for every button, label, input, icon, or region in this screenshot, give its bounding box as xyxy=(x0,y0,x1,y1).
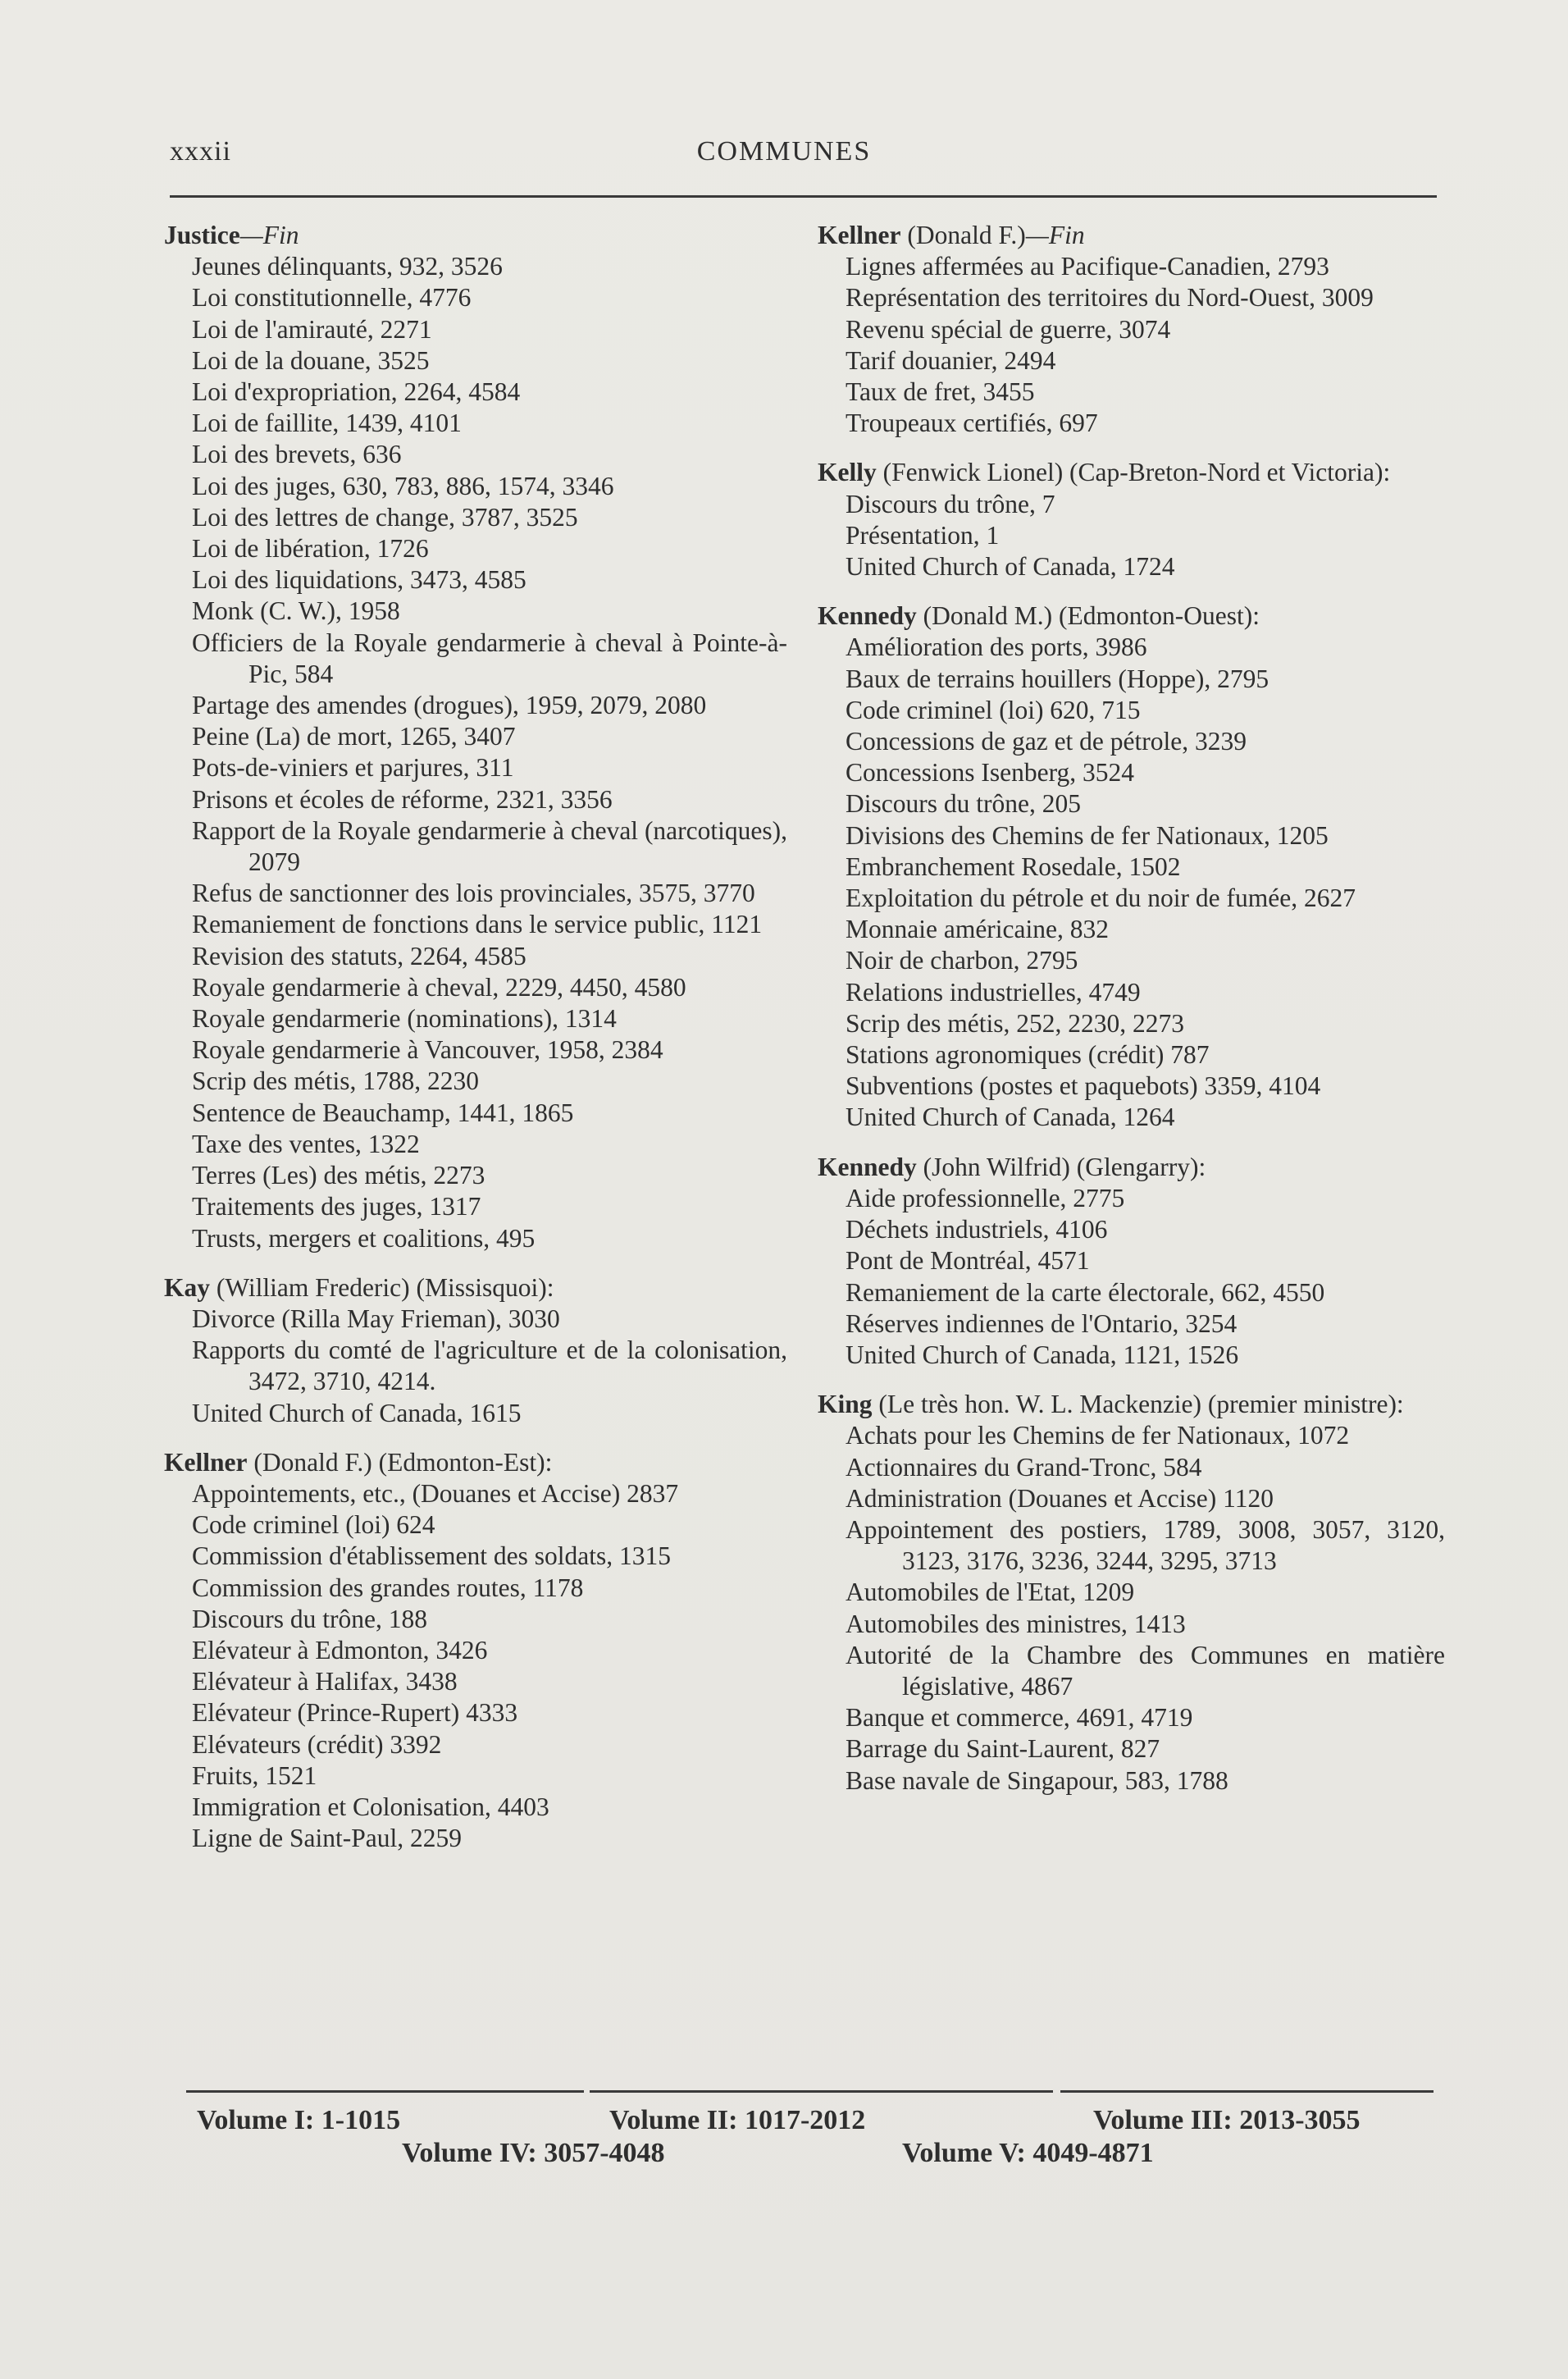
subentry: Autorité de la Chambre des Communes en matière législative, 4867 xyxy=(846,1640,1445,1701)
page-number: xxxii xyxy=(170,136,231,167)
subentry: Scrip des métis, 1788, 2230 xyxy=(192,1066,479,1096)
continued-marker: —Fin xyxy=(1025,221,1085,249)
entry-heading xyxy=(818,220,1445,251)
subentry: Amélioration des ports, 3986 xyxy=(846,632,1147,662)
subentry: Base navale de Singapour, 583, 1788 xyxy=(846,1765,1228,1795)
index-entry xyxy=(818,1152,1445,1371)
subentry: Réserves indiennes de l'Ontario, 3254 xyxy=(846,1308,1238,1338)
subentry: Loi des brevets, 636 xyxy=(192,440,402,469)
subentry: Sentence de Beauchamp, 1441, 1865 xyxy=(192,1098,574,1127)
subentry: Appointement des postiers, 1789, 3008, 3057, 3120, 3123, 3176, 3236, 3244, 3295, 3713 xyxy=(846,1514,1445,1576)
entry-heading xyxy=(818,600,1445,632)
volume-range: Volume V: 4049-4871 xyxy=(902,2138,1154,2168)
subentry: Actionnaires du Grand-Tronc, 584 xyxy=(846,1452,1202,1482)
subentry: Royale gendarmerie (nominations), 1314 xyxy=(192,1004,617,1034)
subentry: Concessions de gaz et de pétrole, 3239 xyxy=(846,727,1247,756)
subentry: Divisions des Chemins de fer Nationaux, 1205 xyxy=(846,820,1329,850)
entry-name: Kellner xyxy=(818,221,901,249)
index-entry xyxy=(164,1447,787,1855)
subentry: Commission des grandes routes, 1178 xyxy=(192,1573,584,1602)
continued-marker: —Fin xyxy=(239,221,299,249)
footer-rule xyxy=(590,2090,1053,2093)
subentry: Lignes affermées au Pacifique-Canadien, 2793 xyxy=(846,252,1329,281)
header-rule xyxy=(170,195,1437,198)
subentry: Fruits, 1521 xyxy=(192,1760,317,1790)
volume-range: Volume I: 1-1015 xyxy=(197,2105,401,2135)
subentry: Loi de l'amirauté, 2271 xyxy=(192,314,432,344)
subentry: Loi d'expropriation, 2264, 4584 xyxy=(192,377,521,407)
subentry: Elévateurs (crédit) 3392 xyxy=(192,1729,442,1759)
footer-rule xyxy=(186,2090,584,2093)
subentry: Loi de la douane, 3525 xyxy=(192,345,430,375)
entry-name: King xyxy=(818,1390,873,1419)
subentry: Loi de faillite, 1439, 4101 xyxy=(192,409,462,438)
subentry: United Church of Canada, 1264 xyxy=(846,1103,1175,1132)
volume-range: Volume II: 1017-2012 xyxy=(609,2105,866,2135)
subentry: Présentation, 1 xyxy=(846,520,1000,550)
subentry: Noir de charbon, 2795 xyxy=(846,946,1078,975)
subentry: Déchets industriels, 4106 xyxy=(846,1215,1108,1244)
subentry: Elévateur à Halifax, 3438 xyxy=(192,1667,458,1696)
running-title: COMMUNES xyxy=(696,136,872,167)
subentry: Tarif douanier, 2494 xyxy=(846,345,1056,375)
subentry: Automobiles de l'Etat, 1209 xyxy=(846,1578,1135,1607)
subentry: Relations industrielles, 4749 xyxy=(846,977,1141,1007)
subentry: Code criminel (loi) 624 xyxy=(192,1510,435,1540)
subentry: Loi constitutionnelle, 4776 xyxy=(192,283,472,313)
subentry: Code criminel (loi) 620, 715 xyxy=(846,695,1141,724)
subentry: Monk (C. W.), 1958 xyxy=(192,596,400,626)
subentry: Automobiles des ministres, 1413 xyxy=(846,1609,1186,1638)
entry-name: Justice xyxy=(164,221,240,249)
subentry: Monnaie américaine, 832 xyxy=(846,915,1109,944)
subentry: Officiers de la Royale gendarmerie à cheval à Pointe-à-Pic, 584 xyxy=(192,628,787,688)
subentry: Partage des amendes (drogues), 1959, 2079, 2080 xyxy=(192,691,707,720)
subentry: Loi des liquidations, 3473, 4585 xyxy=(192,565,526,595)
subentry: Peine (La) de mort, 1265, 3407 xyxy=(192,722,516,751)
subentry: Remaniement de la carte électorale, 662, 4550 xyxy=(846,1277,1325,1307)
subentry: United Church of Canada, 1724 xyxy=(846,552,1175,582)
subentry: Exploitation du pétrole et du noir de fumée, 2627 xyxy=(846,884,1356,913)
subentry: Terres (Les) des métis, 2273 xyxy=(192,1161,485,1190)
subentry: Stations agronomiques (crédit) 787 xyxy=(846,1040,1210,1070)
subentry: Jeunes délinquants, 932, 3526 xyxy=(192,252,503,281)
subentry: Discours du trône, 188 xyxy=(192,1604,427,1633)
subentry: Taxe des ventes, 1322 xyxy=(192,1129,420,1158)
subentry: Loi des lettres de change, 3787, 3525 xyxy=(192,502,578,532)
subentry: Discours du trône, 7 xyxy=(846,489,1055,518)
entry-name: Kelly xyxy=(818,458,877,487)
subentry: Revenu spécial de guerre, 3074 xyxy=(846,314,1171,344)
index-entry xyxy=(818,457,1445,582)
subentry: Banque et commerce, 4691, 4719 xyxy=(846,1703,1193,1733)
subentry: Baux de terrains houillers (Hoppe), 2795 xyxy=(846,664,1269,693)
entry-name: Kennedy xyxy=(818,1152,917,1181)
subentry: Appointements, etc., (Douanes et Accise) 2837 xyxy=(192,1478,679,1508)
subentry: Loi de libération, 1726 xyxy=(192,534,429,564)
entry-qualifier: (William Frederic) (Missisquoi): xyxy=(210,1272,554,1302)
subentry: Représentation des territoires du Nord-Ouest, 3009 xyxy=(846,283,1374,313)
subentry: Royale gendarmerie à cheval, 2229, 4450, 4580 xyxy=(192,972,686,1002)
footer-rule xyxy=(1060,2090,1434,2093)
entry-heading xyxy=(818,1389,1445,1420)
index-column-right xyxy=(818,220,1445,1815)
subentry: Pots-de-viniers et parjures, 311 xyxy=(192,753,514,783)
entry-qualifier: (John Wilfrid) (Glengarry): xyxy=(916,1152,1206,1181)
index-entry xyxy=(818,1389,1445,1797)
index-column-left xyxy=(164,220,787,1872)
entry-name: Kay xyxy=(164,1272,211,1302)
subentry: Trusts, mergers et coalitions, 495 xyxy=(192,1223,536,1253)
subentry: Traitements des juges, 1317 xyxy=(192,1192,481,1221)
subentry: Loi des juges, 630, 783, 886, 1574, 3346 xyxy=(192,471,614,500)
entry-qualifier: (Donald F.) (Edmonton-Est): xyxy=(247,1447,553,1477)
subentry: Immigration et Colonisation, 4403 xyxy=(192,1792,549,1821)
entry-name: Kennedy xyxy=(818,601,917,631)
entry-qualifier: (Le très hon. W. L. Mackenzie) (premier ministre): xyxy=(872,1390,1404,1419)
subentry: Revision des statuts, 2264, 4585 xyxy=(192,941,526,970)
index-entry xyxy=(818,220,1445,439)
entry-heading xyxy=(818,457,1445,488)
subentry: Aide professionnelle, 2775 xyxy=(846,1183,1125,1212)
subentry: Discours du trône, 205 xyxy=(846,789,1081,819)
subentry: Rapports du comté de l'agriculture et de la colonisation, 3472, 3710, 4214. xyxy=(192,1336,787,1396)
subentry: Royale gendarmerie à Vancouver, 1958, 2384 xyxy=(192,1035,663,1065)
subentry: United Church of Canada, 1615 xyxy=(192,1398,522,1427)
volume-range: Volume III: 2013-3055 xyxy=(1093,2105,1361,2135)
volume-range: Volume IV: 3057-4048 xyxy=(402,2138,665,2168)
subentry: Taux de fret, 3455 xyxy=(846,377,1035,407)
entry-qualifier: (Donald F.) xyxy=(900,221,1026,249)
subentry: Ligne de Saint-Paul, 2259 xyxy=(192,1824,462,1853)
subentry: Refus de sanctionner des lois provinciales, 3575, 3770 xyxy=(192,879,755,908)
entry-heading xyxy=(164,220,787,251)
index-entry xyxy=(818,600,1445,1133)
subentry: Divorce (Rilla May Frieman), 3030 xyxy=(192,1304,560,1333)
index-entry xyxy=(164,1272,787,1429)
subentry: Troupeaux certifiés, 697 xyxy=(846,409,1098,438)
subentry: Achats pour les Chemins de fer Nationaux, 1072 xyxy=(846,1421,1350,1450)
subentry: Pont de Montréal, 4571 xyxy=(846,1246,1090,1276)
subentry: Rapport de la Royale gendarmerie à cheval (narcotiques), 2079 xyxy=(192,815,787,877)
entry-name: Kellner xyxy=(164,1447,248,1477)
entry-qualifier: (Donald M.) (Edmonton-Ouest): xyxy=(916,601,1260,631)
entry-qualifier: (Fenwick Lionel) (Cap-Breton-Nord et Victoria): xyxy=(876,458,1391,487)
index-entry xyxy=(164,220,787,1254)
entry-heading xyxy=(164,1447,787,1478)
subentry: Prisons et écoles de réforme, 2321, 3356 xyxy=(192,784,613,814)
subentry: Subventions (postes et paquebots) 3359, 4104 xyxy=(846,1071,1321,1101)
subentry: Administration (Douanes et Accise) 1120 xyxy=(846,1483,1274,1513)
subentry: Barrage du Saint-Laurent, 827 xyxy=(846,1734,1160,1764)
subentry: United Church of Canada, 1121, 1526 xyxy=(846,1340,1239,1369)
subentry: Scrip des métis, 252, 2230, 2273 xyxy=(846,1008,1184,1038)
entry-heading xyxy=(818,1152,1445,1183)
subentry: Elévateur (Prince-Rupert) 4333 xyxy=(192,1698,518,1728)
subentry: Concessions Isenberg, 3524 xyxy=(846,758,1135,788)
entry-heading xyxy=(164,1272,787,1304)
subentry: Commission d'établissement des soldats, 1315 xyxy=(192,1541,672,1571)
subentry: Embranchement Rosedale, 1502 xyxy=(846,852,1181,881)
subentry: Elévateur à Edmonton, 3426 xyxy=(192,1635,488,1664)
subentry: Remaniement de fonctions dans le service public, 1121 xyxy=(192,910,763,939)
